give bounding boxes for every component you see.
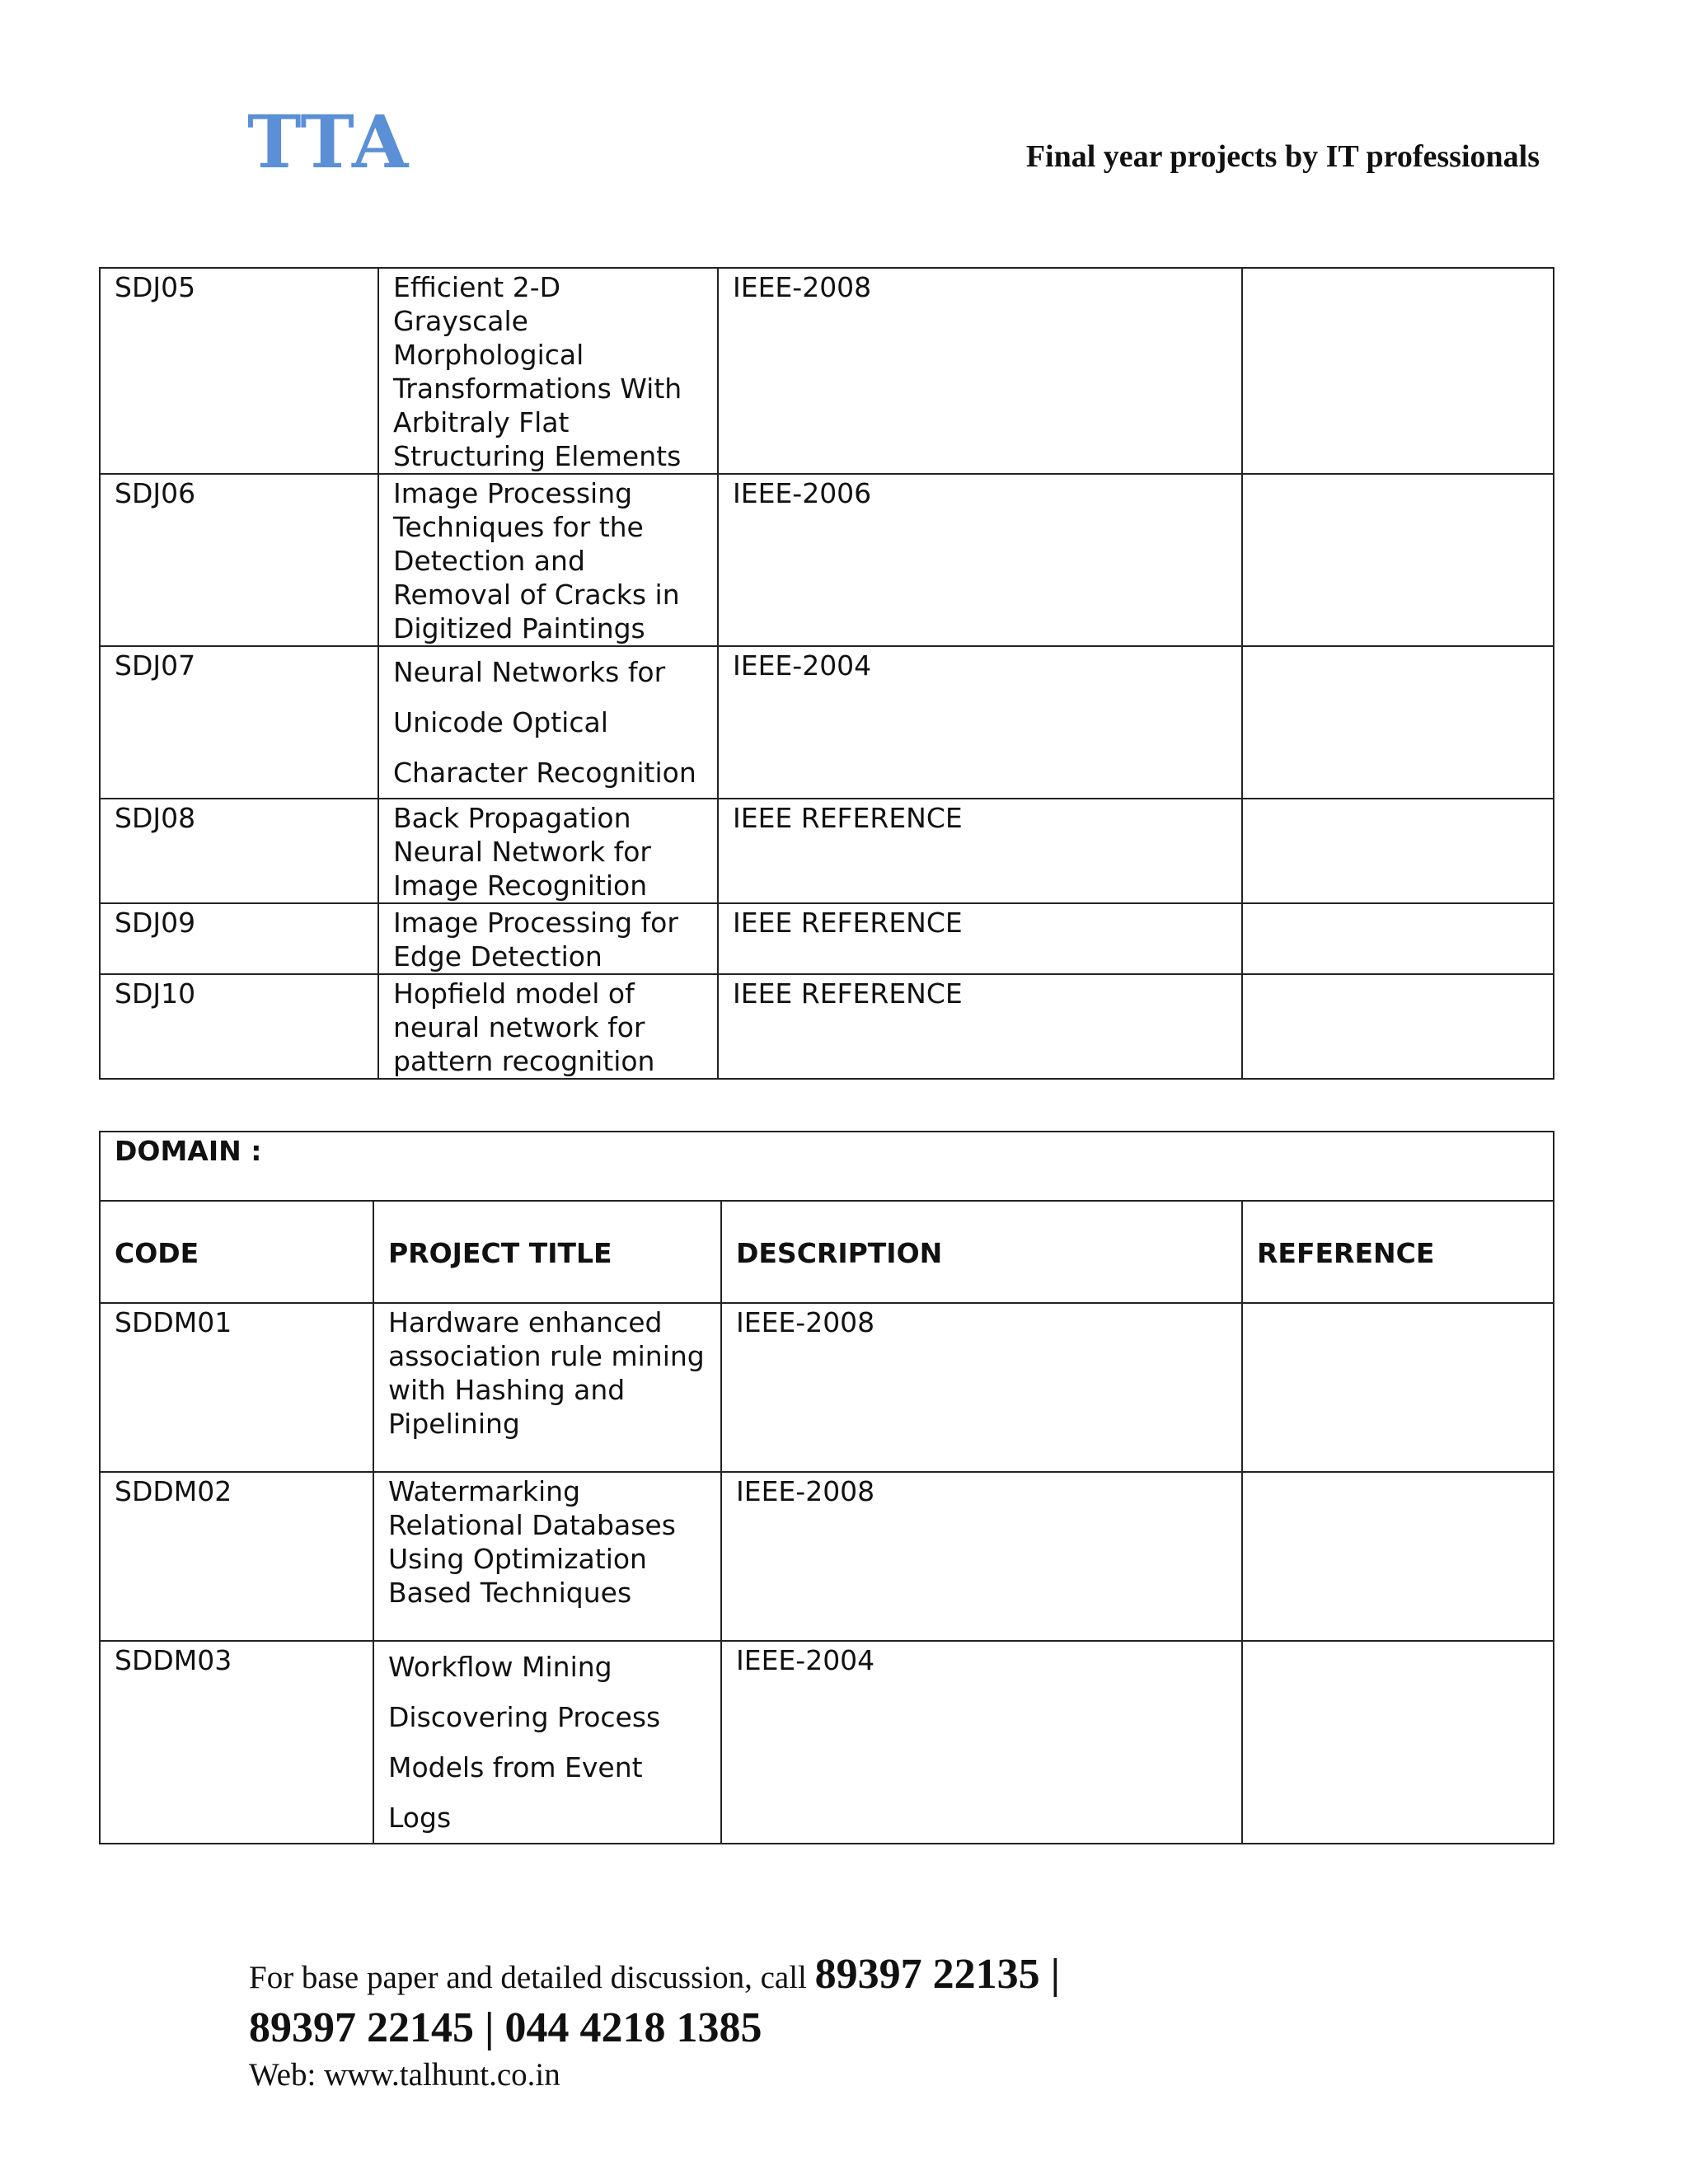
table-row bbox=[100, 1303, 1554, 1472]
description-cell: IEEE REFERENCE bbox=[718, 799, 1242, 903]
title-cell: Efficient 2-D Grayscale Morphological Transformations With Arbitraly Flat Structuring Elements bbox=[378, 268, 718, 474]
table-row bbox=[100, 799, 1554, 903]
tta-logo: TTA bbox=[247, 99, 410, 185]
reference-cell bbox=[1242, 646, 1554, 799]
projects-table-2 bbox=[99, 1131, 1554, 1844]
projects-table-1 bbox=[99, 267, 1554, 1080]
call-text: For base paper and detailed discussion, call bbox=[249, 1960, 807, 1995]
code-cell: SDDM02 bbox=[100, 1472, 373, 1641]
description-cell: IEEE-2008 bbox=[721, 1472, 1242, 1641]
description-cell: IEEE REFERENCE bbox=[718, 903, 1242, 974]
code-cell: SDJ06 bbox=[100, 474, 378, 646]
table-row bbox=[100, 474, 1554, 646]
domain-label: DOMAIN : bbox=[100, 1132, 1554, 1201]
reference-cell bbox=[1242, 974, 1554, 1079]
title-cell: Workflow Mining Discovering Process Models from Event Logs bbox=[373, 1641, 721, 1844]
title-cell: Image Processing Techniques for the Detection and Removal of Cracks in Digitized Paintings bbox=[378, 474, 718, 646]
code-cell: SDJ07 bbox=[100, 646, 378, 799]
code-cell: SDDM03 bbox=[100, 1641, 373, 1844]
table-row bbox=[100, 974, 1554, 1079]
title-cell: Hardware enhanced association rule mining with Hashing and Pipelining bbox=[373, 1303, 721, 1472]
table-row bbox=[100, 268, 1554, 474]
table-row bbox=[100, 903, 1554, 974]
code-cell: SDJ05 bbox=[100, 268, 378, 474]
description-cell: IEEE-2006 bbox=[718, 474, 1242, 646]
reference-cell bbox=[1242, 1472, 1554, 1641]
table-row bbox=[100, 646, 1554, 799]
reference-cell bbox=[1242, 268, 1554, 474]
phone-numbers-secondary: 89397 22145 | 044 4218 1385 bbox=[249, 2004, 762, 2051]
title-cell: Back Propagation Neural Network for Image Recognition bbox=[378, 799, 718, 903]
column-header-project-title: PROJECT TITLE bbox=[373, 1201, 721, 1303]
reference-cell bbox=[1242, 1303, 1554, 1472]
reference-cell bbox=[1242, 799, 1554, 903]
reference-cell bbox=[1242, 903, 1554, 974]
table-row bbox=[100, 1472, 1554, 1641]
column-header-code: CODE bbox=[100, 1201, 373, 1303]
phone-number-primary: 89397 22135 | bbox=[814, 1951, 1061, 1998]
footer-call-line bbox=[249, 1950, 1060, 2003]
title-cell: Neural Networks for Unicode Optical Character Recognition bbox=[378, 646, 718, 799]
column-header-reference: REFERENCE bbox=[1242, 1201, 1554, 1303]
description-cell: IEEE-2004 bbox=[718, 646, 1242, 799]
table-row bbox=[100, 1641, 1554, 1844]
domain-row bbox=[100, 1132, 1554, 1201]
title-cell: Image Processing for Edge Detection bbox=[378, 903, 718, 974]
footer-contact bbox=[249, 1950, 1060, 2097]
column-header-description: DESCRIPTION bbox=[721, 1201, 1242, 1303]
code-cell: SDJ09 bbox=[100, 903, 378, 974]
title-cell: Hopfield model of neural network for pattern recognition bbox=[378, 974, 718, 1079]
description-cell: IEEE-2004 bbox=[721, 1641, 1242, 1844]
web-address: Web: www.talhunt.co.in bbox=[249, 2057, 560, 2093]
reference-cell bbox=[1242, 474, 1554, 646]
table-header-row bbox=[100, 1201, 1554, 1303]
title-cell: Watermarking Relational Databases Using Optimization Based Techniques bbox=[373, 1472, 721, 1641]
code-cell: SDJ08 bbox=[100, 799, 378, 903]
reference-cell bbox=[1242, 1641, 1554, 1844]
header-tagline: Final year projects by IT professionals bbox=[1025, 139, 1540, 174]
code-cell: SDDM01 bbox=[100, 1303, 373, 1472]
description-cell: IEEE-2008 bbox=[718, 268, 1242, 474]
description-cell: IEEE-2008 bbox=[721, 1303, 1242, 1472]
description-cell: IEEE REFERENCE bbox=[718, 974, 1242, 1079]
code-cell: SDJ10 bbox=[100, 974, 378, 1079]
